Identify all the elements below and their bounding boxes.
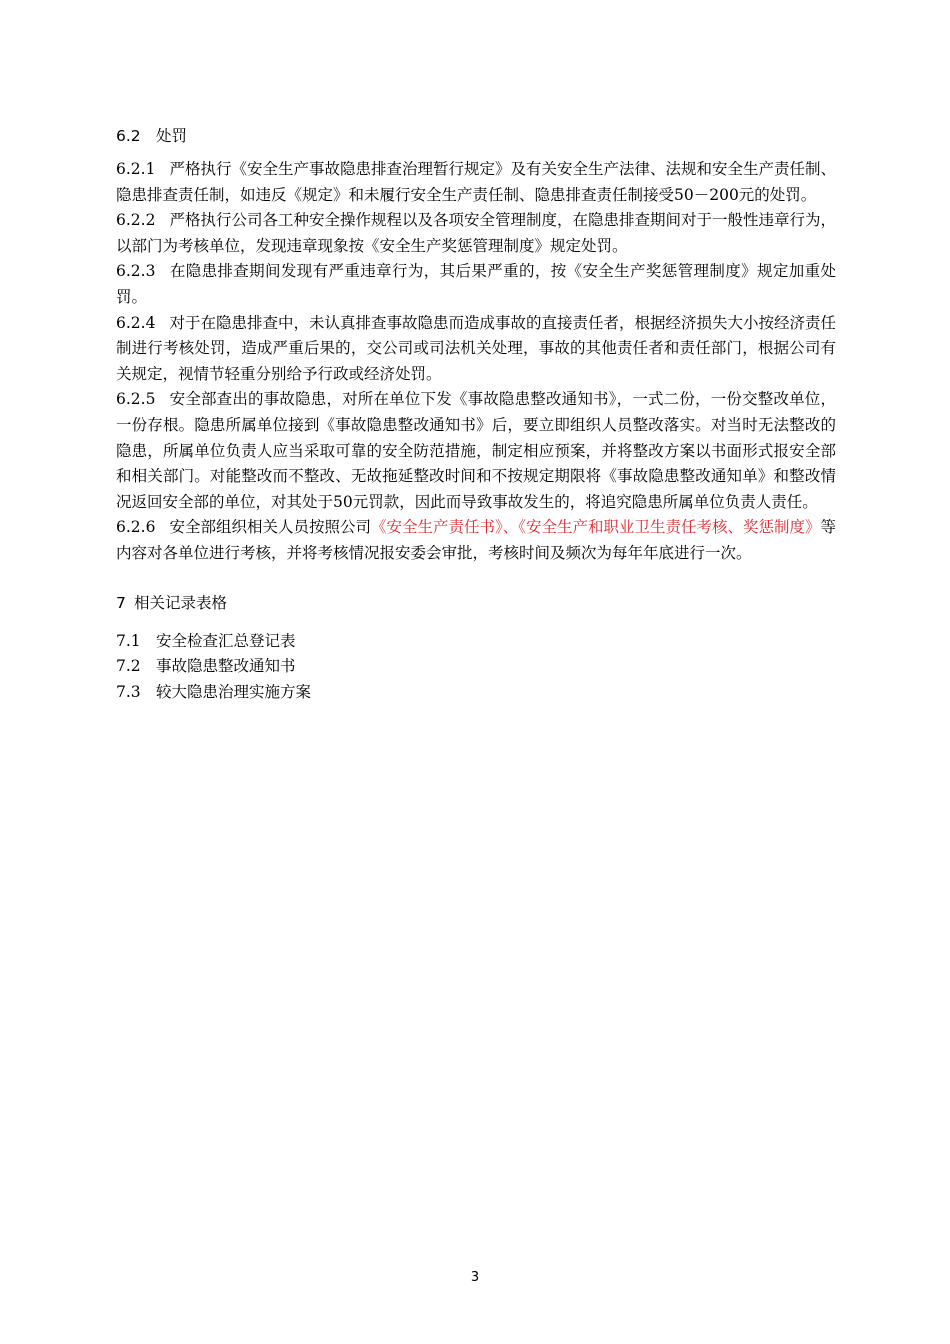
clause-text: 安全部查出的事故隐患，对所在单位下发《事故隐患整改通知书》，一式二份，一份交整改单位，一份存根。隐患所属单位接到《事故隐患整改通知书》后，要立即组织人员整改落实。对当时无法整改的隐患，所属单位负责人应当采取可靠的安全防范措施，制定相应预案，并将整改方案以书面形式报安全部和相关部门。对能整改而不整改、无故拖延整改时间和不按规定期限将《事故隐患整改通知单》和整改情况返回安全部的单位，对其处于50元罚款，因此而导致事故发生的，将追究隐患所属单位负责人责任。: [116, 390, 836, 511]
document-body: [116, 124, 836, 705]
clause-6-2-4: [116, 311, 836, 388]
referenced-documents-highlight: 《安全生产责任书》、《安全生产和职业卫生责任考核、奖惩制度》: [370, 518, 821, 537]
clause-number: 6.2.1: [116, 160, 156, 178]
clause-6-2-3: [116, 259, 836, 310]
clause-6-2-5: [116, 387, 836, 515]
clause-text: 严格执行公司各工种安全操作规程以及各项安全管理制度，在隐患排查期间对于一般性违章行为，以部门为考核单位，发现违章现象按《安全生产奖惩管理制度》规定处罚。: [116, 211, 836, 255]
section-title: 相关记录表格: [134, 593, 228, 612]
record-item-7-3: [116, 680, 836, 706]
clause-6-2-1: [116, 157, 836, 208]
record-item-7-1: [116, 629, 836, 655]
record-title: 较大隐患治理实施方案: [156, 682, 312, 701]
record-number: 7.2: [116, 657, 141, 676]
clause-number: 6.2.4: [116, 313, 156, 332]
section-number: 7: [116, 593, 126, 612]
clause-text-before: 安全部组织相关人员按照公司: [169, 518, 371, 537]
record-number: 7.1: [116, 631, 141, 650]
clause-text-after: 等内容对各单位进行考核，并将考核情况报安委会审批，考核时间及频次为每年年底进行一次。: [116, 518, 836, 562]
page-number: 3: [470, 1270, 480, 1285]
record-number: 7.3: [116, 682, 141, 701]
clause-text: 严格执行《安全生产事故隐患排查治理暂行规定》及有关安全生产法律、法规和安全生产责任制、隐患排查责任制，如违反《规定》和未履行安全生产责任制、隐患排查责任制接受50－200元的处罚。: [116, 160, 836, 204]
clause-number: 6.2.5: [116, 390, 156, 409]
clause-text: 对于在隐患排查中，未认真排查事故隐患而造成事故的直接责任者，根据经济损失大小按经济责任制进行考核处罚，造成严重后果的，交公司或司法机关处理，事故的其他责任者和责任部门，根据公司有关规定，视情节轻重分别给予行政或经济处罚。: [116, 313, 836, 383]
clause-text: 在隐患排查期间发现有严重违章行为，其后果严重的，按《安全生产奖惩管理制度》规定加重处罚。: [116, 262, 836, 306]
clause-number: 6.2.6: [116, 518, 156, 537]
section-title: 处罚: [156, 127, 188, 145]
clause-6-2-6: [116, 515, 836, 566]
section-number: 6.2: [116, 127, 141, 145]
section-heading-6-2: [116, 124, 836, 148]
clause-number: 6.2.2: [116, 211, 156, 230]
clause-6-2-2: [116, 208, 836, 259]
section-heading-7: [116, 591, 836, 615]
record-title: 安全检查汇总登记表: [156, 631, 296, 650]
clause-number: 6.2.3: [116, 262, 156, 281]
record-title: 事故隐患整改通知书: [156, 657, 296, 676]
record-item-7-2: [116, 654, 836, 680]
